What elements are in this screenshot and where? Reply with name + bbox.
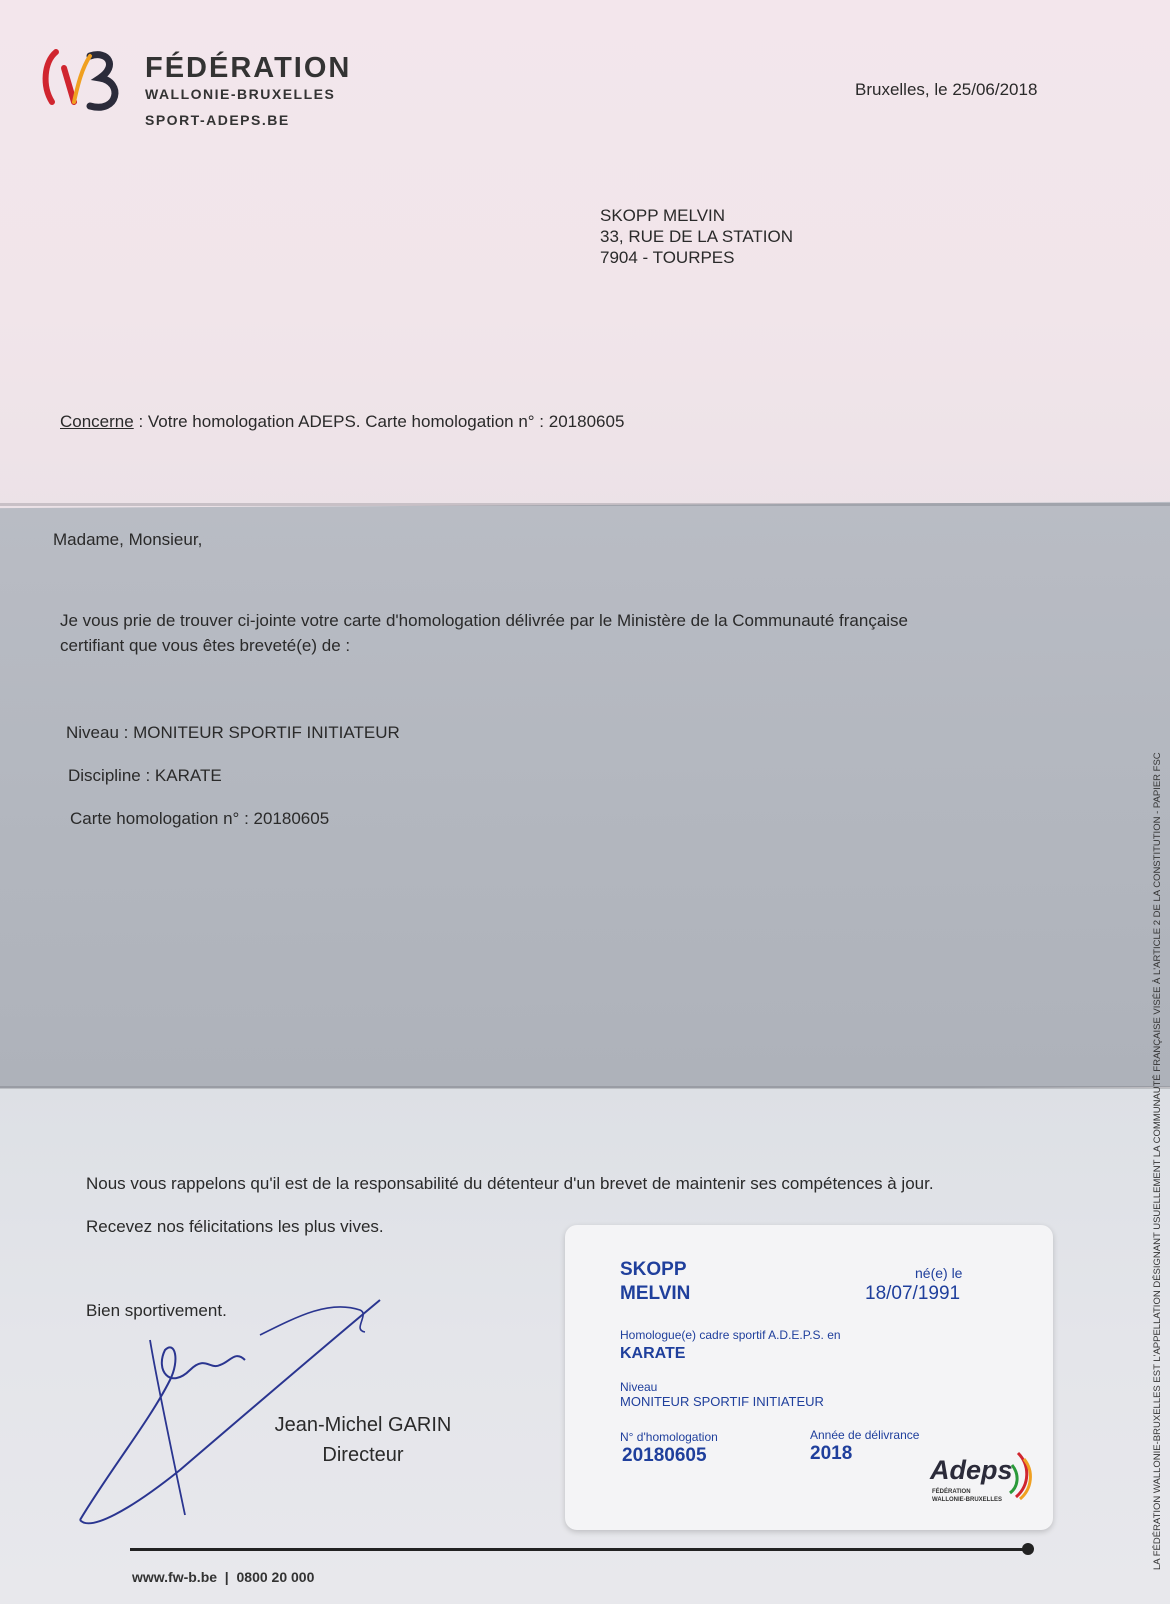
recipient-name: SKOPP MELVIN <box>600 206 726 225</box>
adeps-logo-sub1: FÉDÉRATION <box>932 1489 971 1495</box>
footer-rule <box>130 1548 1027 1551</box>
card-niveau: MONITEUR SPORTIF INITIATEUR <box>620 1394 824 1409</box>
niveau-line: Niveau : MONITEUR SPORTIF INITIATEUR <box>66 723 400 742</box>
adeps-logo-sub2: WALLONIE-BRUXELLES <box>932 1497 1002 1503</box>
card-discipline: KARATE <box>620 1345 686 1362</box>
card-year: 2018 <box>810 1443 853 1464</box>
card-born-date: 18/07/1991 <box>865 1283 961 1304</box>
salutation: Madame, Monsieur, <box>53 530 203 549</box>
side-legal-note: LA FÉDÉRATION WALLONIE-BRUXELLES EST L'APPELLATION DÉSIGNANT USUELLEMENT LA COMMUNAUTÉ FRANÇAISE VISÉE À L'ARTICLE 2 DE LA CONSTITUTION - PAPIER FSC <box>1152 752 1163 1570</box>
card-firstname: MELVIN <box>620 1283 691 1304</box>
card-year-label: Année de délivrance <box>810 1428 920 1442</box>
paper-middle-panel <box>0 502 1170 1093</box>
carte-line: Carte homologation n° : 20180605 <box>70 809 330 828</box>
subject-line <box>60 412 624 432</box>
org-name: FÉDÉRATION <box>145 52 352 84</box>
card-surname: SKOPP <box>620 1259 687 1280</box>
recipient-city: 7904 - TOURPES <box>600 248 735 267</box>
discipline-line: Discipline : KARATE <box>68 766 222 785</box>
fold-line-top <box>0 503 1170 506</box>
org-website: SPORT-ADEPS.BE <box>145 112 290 128</box>
subject-text: : Votre homologation ADEPS. Carte homologation n° : 20180605 <box>133 412 625 431</box>
federation-logo <box>38 44 128 116</box>
paragraph-line-2: certifiant que vous êtes breveté(e) de : <box>60 636 351 655</box>
reminder-text: Nous vous rappelons qu'il est de la responsabilité du détenteur d'un brevet de maintenir ses compétences à jour. <box>86 1174 934 1193</box>
subject-label: Concerne <box>60 412 134 431</box>
footer-contact: www.fw-b.be | 0800 20 000 <box>132 1569 315 1585</box>
handwritten-signature <box>70 1270 400 1540</box>
closing-text: Bien sportivement. <box>86 1301 227 1320</box>
letter-date: Bruxelles, le 25/06/2018 <box>855 80 1038 99</box>
card-number: 20180605 <box>622 1445 707 1466</box>
paragraph-line-1: Je vous prie de trouver ci-jointe votre carte d'homologation délivrée par le Ministère de la Communauté française <box>60 611 909 630</box>
card-number-label: N° d'homologation <box>620 1430 718 1444</box>
signatory-block <box>258 1410 468 1470</box>
congrats-text: Recevez nos félicitations les plus vives. <box>86 1217 384 1236</box>
recipient-street: 33, RUE DE LA STATION <box>600 227 794 246</box>
signatory-title: Directeur <box>322 1444 404 1466</box>
homologation-card <box>565 1225 1053 1530</box>
org-subtitle: WALLONIE-BRUXELLES <box>145 86 336 102</box>
recipient-address <box>600 205 793 268</box>
card-niveau-label: Niveau <box>620 1380 658 1394</box>
adeps-logo <box>930 1445 1040 1515</box>
footer-rule-dot <box>1022 1543 1034 1555</box>
fold-line-bottom <box>0 1086 1170 1089</box>
card-born-label: né(e) le <box>915 1265 963 1281</box>
adeps-logo-text: Adeps <box>930 1455 1013 1485</box>
signatory-name: Jean-Michel GARIN <box>274 1414 452 1436</box>
card-homologue-label: Homologue(e) cadre sportif A.D.E.P.S. en <box>620 1328 841 1342</box>
